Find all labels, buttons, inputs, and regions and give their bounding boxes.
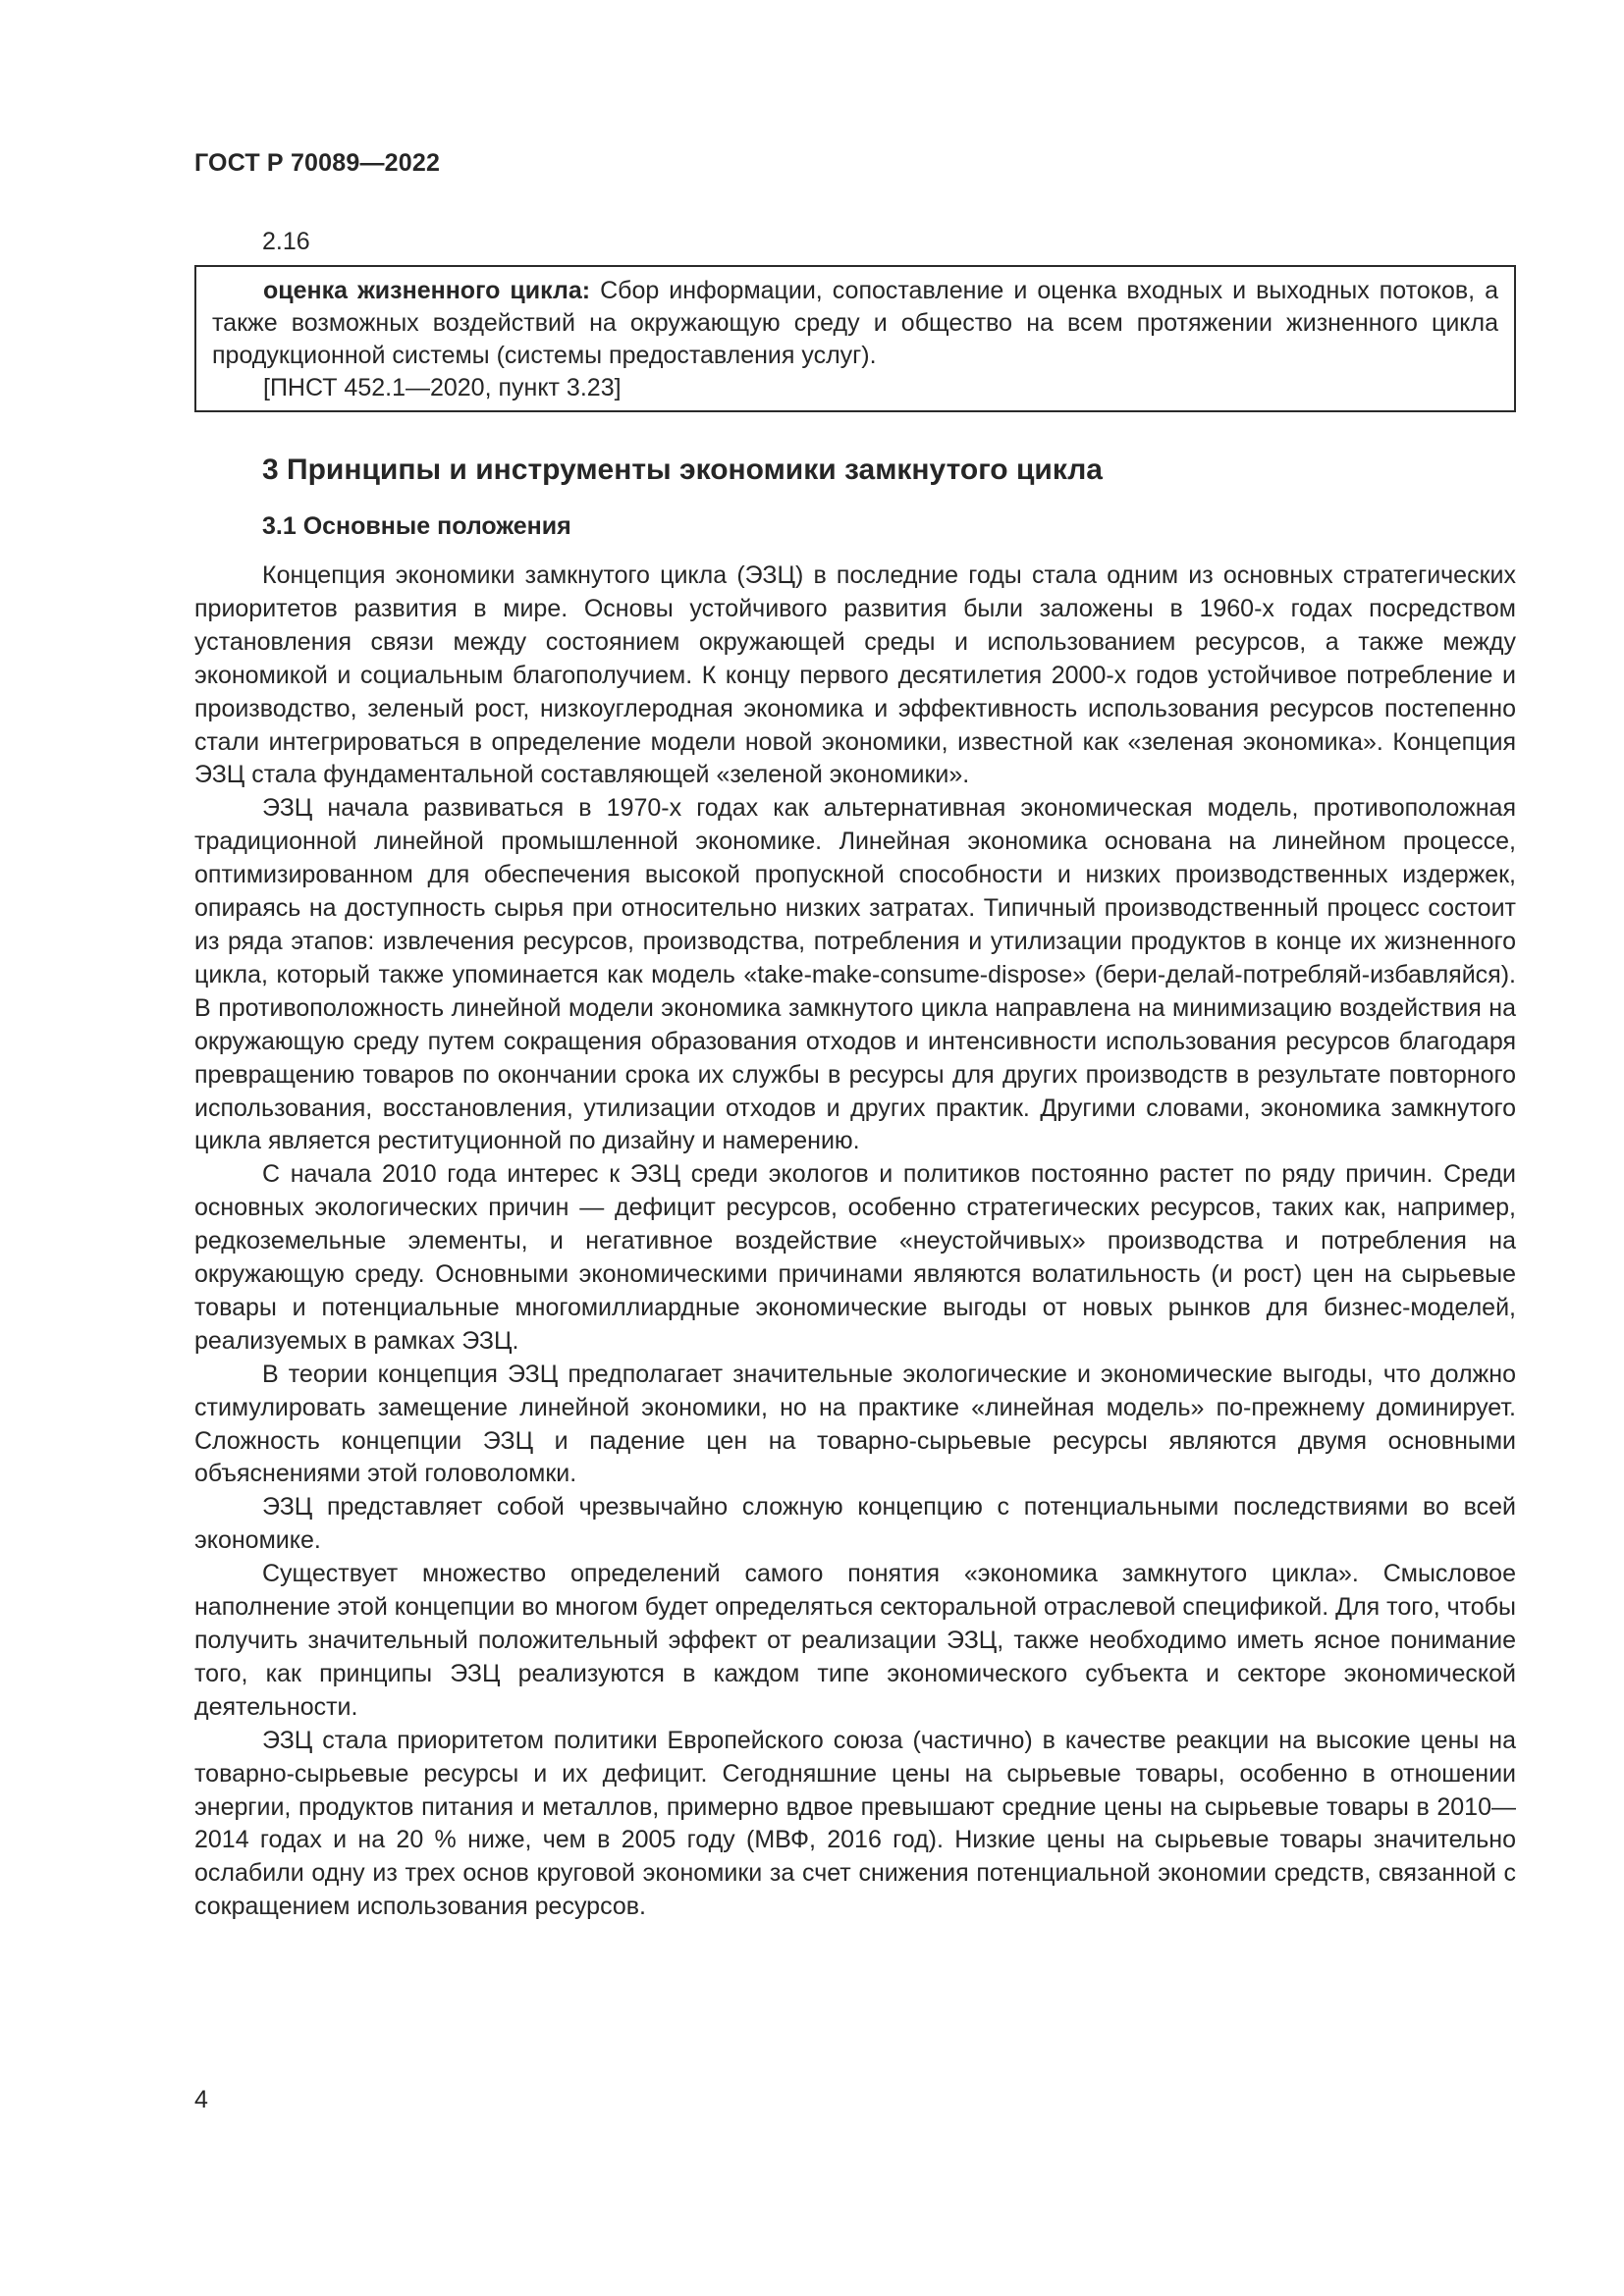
body-paragraph: ЭЗЦ представляет собой чрезвычайно сложную концепцию с потенциальными последствиями во всей экономике. (194, 1493, 1516, 1555)
term-definition (212, 275, 1498, 372)
term-source-reference: [ПНСТ 452.1—2020, пункт 3.23] (263, 374, 622, 401)
document-code-header: ГОСТ Р 70089—2022 (194, 149, 441, 177)
body-paragraph: ЭЗЦ стала приоритетом политики Европейского союза (частично) в качестве реакции на высокие цены на товарно-сырьевые ресурсы и их дефицит. Сегодняшние цены на сырьевые товары, особенно в отношении энергии, продуктов питания и металлов, примерно вдвое превышают средние цены на сырьевые товары в 2010—2014 годах и на 20 % ниже, чем в 2005 году (МВФ, 2016 год). Низкие цены на сырьевые товары значительно ослабили одну из трех основ круговой экономики за счет снижения потенциальной экономии средств, связанной с сокращением использования ресурсов. (194, 1726, 1516, 1921)
term-definition-text: Сбор информации, сопоставление и оценка входных и выходных потоков, а также возможных воздействий на окружающую среду и общество на всем протяжении жизненного цикла продукционной системы (системы предоставления услуг). (212, 277, 1498, 369)
term-definition-box (194, 265, 1516, 412)
section-title: 3 Принципы и инструменты экономики замкнутого цикла (262, 454, 1103, 486)
section-body (194, 560, 1516, 1924)
body-paragraph: ЭЗЦ начала развиваться в 1970-х годах как альтернативная экономическая модель, противоположная традиционной линейной промышленной экономике. Линейная экономика основана на линейном процессе, оптимизированном для обеспечения высокой пропускной способности и низких производственных издержек, опираясь на доступность сырья при относительно низких затратах. Типичный производственный процесс состоит из ряда этапов: извлечения ресурсов, производства, потребления и утилизации продуктов в конце их жизненного цикла, который также упоминается как модель «take-make-consume-dispose» (бери-делай-потребляй-избавляйся). В противоположность линейной модели экономика замкнутого цикла направлена на минимизацию воздействия на окружающую среду путем сокращения образования отходов и интенсивности использования ресурсов благодаря превращению товаров по окончании срока их службы в ресурсы для других производств в результате повторного использования, восстановления, утилизации отходов и других практик. Другими словами, экономика замкнутого цикла является реституционной по дизайну и намерению. (194, 794, 1516, 1155)
subsection-title: 3.1 Основные положения (262, 512, 571, 540)
body-paragraph: Существует множество определений самого понятия «экономика замкнутого цикла». Смысловое наполнение этой концепции во многом будет определяться секторальной отраслевой спецификой. Для того, чтобы получить значительный положительный эффект от реализации ЭЗЦ, также необходимо иметь ясное понимание того, как принципы ЭЗЦ реализуются в каждом типе экономического субъекта и секторе экономической деятельности. (194, 1560, 1516, 1721)
term-name: оценка жизненного цикла: (263, 277, 591, 304)
body-paragraph: С начала 2010 года интерес к ЭЗЦ среди экологов и политиков постоянно растет по ряду причин. Среди основных экологических причин — дефицит ресурсов, особенно стратегических ресурсов, таких как, например, редкоземельные элементы, и негативное воздействие «неустойчивых» производства и потребления на окружающую среду. Основными экономическими причинами являются волатильность (и рост) цен на сырьевые товары и потенциальные многомиллиардные экономические выгоды от новых рынков для бизнес-моделей, реализуемых в рамках ЭЗЦ. (194, 1160, 1516, 1355)
body-paragraph: В теории концепция ЭЗЦ предполагает значительные экологические и экономические выгоды, что должно стимулировать замещение линейной экономики, но на практике «линейная модель» по-прежнему доминирует. Сложность концепции ЭЗЦ и падение цен на товарно-сырьевые ресурсы являются двумя основными объяснениями этой головоломки. (194, 1360, 1516, 1488)
page-number: 4 (194, 2086, 208, 2113)
body-paragraph: Концепция экономики замкнутого цикла (ЭЗЦ) в последние годы стала одним из основных стратегических приоритетов развития в мире. Основы устойчивого развития были заложены в 1960-х годах посредством установления связи между состоянием окружающей среды и использованием ресурсов, а также между экономикой и социальным благополучием. К концу первого десятилетия 2000-х годов устойчивое потребление и производство, зеленый рост, низкоуглеродная экономика и эффективность использования ресурсов постепенно стали интегрироваться в определение модели новой экономики, известной как «зеленая экономика». Концепция ЭЗЦ стала фундаментальной составляющей «зеленой экономики». (194, 561, 1516, 789)
term-number: 2.16 (262, 228, 310, 255)
